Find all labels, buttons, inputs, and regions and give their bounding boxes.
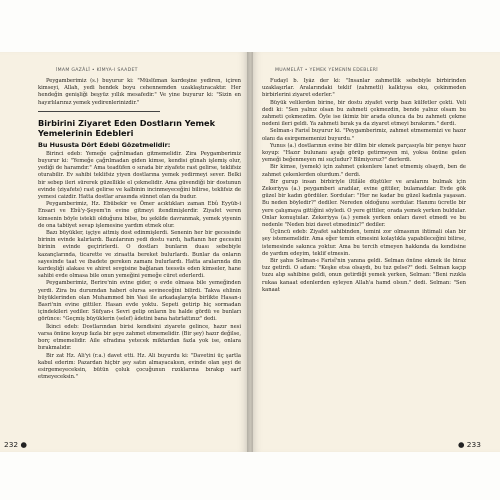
left-column: [38, 78, 241, 381]
body-paragraph: Peygamberimiz, Hz. Ebübekir ve Ömer acıktıkları zaman Ebû Eyyüb-i Ensari ve Ebû'y-Şeyem'in evine gitmeyi itendimişlerdir. Ziyafet veren kimsenin böyle istekli olduğunu bilse, bu şekilde davranmak, yemek yiyenin de ona tabiiyet sevap işlemesine yardım etmek olur.: [38, 201, 241, 229]
body-paragraph: Üçüncü edeb: Ziyafet sahibinden, temini zor olmasının ihtimali olan bir şey istememelidir. Ama eğer temin etmesini kolaylıkla yapabileceğini bilirse, istemesinde sakınca yoktur. Ama bu tercih etmeyen hakkında da kendisine de yardım edeyim, teklif etmesin.: [262, 229, 466, 257]
body-paragraph: Bir gurup insan birbiriyle iltilâle düştüler ve aralarını bulmak için Zekeriyya (a.) peygamberi aradılar, evine gittiler, bulamadılar. Evde gök güzel bir kadın gördüler. Sordular: "Her ne kadar bu güzel kadınla yaşasan. Bu neden böyledir?" dediler. Nereden oldoğunu sordular. Hanımı ücretle bir yere çalışmaya gittiğini söyledi. O yere gittiler, orada yemek yerken buldular. Onlar konuştular. Zekeriyya (a.) yemek yerken onları davet etmedi ve bu nedenle "Neden bizi davet etmediniz?" dediler.: [262, 178, 466, 229]
right-column: [262, 78, 466, 294]
subsection-heading: Bu Hususta Dört Edebi Gözetmelidir:: [38, 140, 171, 149]
body-paragraph: Bir şahıs Selman-ı Farisî'nin yanına geldi. Selman önüne ekmek ile biraz tuz getirdi. O adam: "Keşke etsa olsaydı, bu tuz gelse?" dedi. Selman kaçıp tuzu alıp sahibine geldi, onun getirdiği yemek yerken, Selman: "Beni rızıkla rukaa kanaat edenlerden eyleyen Allah'a hamd olsun." dedi. Selman: "Sen kanaat: [262, 258, 466, 293]
body-paragraph: Yunus (a.) dostlarının evine bir dilim bir ekmek parçasıyla bir penye hazır koyup: "Hazır bulunanı ayağı görüp getirmeyen mi, yoksa önüne gelen yemeği beğenmeyen mi suçludur? Bilmiyoruz?" derlerdi.: [262, 142, 466, 164]
body-paragraph: Selman-ı Farisî buyurur ki. "Peygamberimiz, zahmet etmememizi ve hazır olanı da esirgememenizi buyurdu.": [262, 128, 466, 142]
right-page: [250, 52, 500, 452]
body-paragraph: Bazı büyükler, işçiye aitmiş dost edinmişlerdi. Senenin her bir gecesinde birinin evinde kalırlardı. Bazılarının yedi dostu vardı, haftanın her gecesini birinin evinde geçirirlerdi. O dostları bunların duası sebebiyle kazançlarında, ticarette ve ziraatta bereket bulurlardı. Bunlar da onların sayesinde taat ve ibadete gereken zamanı bulurlardı. Hatta aralarında din kardeşliği alakası ve ahiret sevgisine bağlanan teessüs eden kimseler, hane sahibi evde olmasa bile onun yemeğini yemeğe cüret ederlerdi.: [38, 230, 241, 280]
section-heading: Birbirini Ziyaret Eden Dostların Yemek Yemelerinin Edebleri: [38, 117, 216, 138]
left-page: [0, 52, 250, 452]
intro-paragraph: Peygamberimiz (s.) buyurur ki: "Müslüman kardeşine yediren, içiren kimseyi, Allah, yedi hendek boyu cehennemden uzaklaştıracaktır. Her hendeğin genişliği beşyüz yıllık mesafedir." Ve yine buyurur ki: "Sizin en hayırlılarınız yemek yedirenlerinizdir.": [38, 78, 241, 106]
page-number-left: 232 ●: [4, 440, 27, 449]
body-paragraph: İkinci edeb: Dostlarından birisi kendisini ziyarete gelince, hazır nesi varsa önüne koyup fazla bir şeye zahmet etmemelidir. (Bir şey) hazır değilse, borç etmemelidir. Aile efradına yetecek miktardan fazla yok ise, onlara bırakmalıdır.: [38, 323, 241, 352]
body-paragraph: Bir zat Hz. Ali'yi (r.a.) davet etti. Hz. Ali buyurdu ki: "Davetini üç şartla kabul ederim: Pazardan hiçbir şey satın almayacaksın, evinde olan şeyi de esirgemeyeceksin, bütün çoluk çocuğunun rızıklarına bırakıp sarf etmeyeceksin.": [38, 352, 241, 381]
page-number-right: ● 233: [458, 440, 481, 449]
body-paragraph: Birinci edeb: Yemeğe çağrılmadan gitmemelidir. Zira Peygamberimiz buyurur ki: "Yemeğe çağrılmadan giden kimse, kendisi günah işlemiş olur, yediği de haramdır." Ama teadüfen o sırada bir ziyafete rast gelirse, teklifsiz oturabilir. Ev sahibi teklifsiz yiyen dostlarına yemek yedirmeyi sever. Belki bir sebep ileri sürerek güzellikle el çekmelidir. Ama güvendiği bir dostunun evinde (ziyafete) rast gelirse ve kalbinin incinmeyeceğini bilirse, teklifsiz de yemesi caizdir. Hatta dostlar arasında sünnet olan da budur.: [38, 150, 241, 201]
body-paragraph: Peygamberimiz, Berire'nin evine gider, o evde olmasa bile yemeğinden yerdi. Zira bu durumdan haberi olursa sevineceğini bilirdi. Takva ehlinin büyüklerinden olan Muhammed bin Vasi ile arkadaşlarıyla birlikte Hasan-ı Basri'nin evine gittiler. Hasan evde yoktu. Sepeti getirip hiç sormadan içindekileri yediler. Süfyan-ı Sevri gelip onların bu halde gördü ve bunları görünce: "Geçmiş büyüklerin (selef) âdetini bana hatırlattınız" dedi.: [38, 280, 241, 323]
running-head-right: MUAMELÂT • YEMEK YEMENİN EDEBLERİ: [275, 68, 378, 73]
book-gutter: [247, 52, 253, 452]
body-paragraph: Bir kimse, (yemek) için zahmet çekenlere lanet etmemiş olsaydı, ben de zahmet çekenlerden olurdum." derdi.: [262, 164, 466, 178]
body-paragraph: Büyük velilerden birine, bir dostu ziyafet verip bazı külfetler çekti. Veli dedi ki: "Sen yalnız olsan bu zahmeti çekmezdin, bende yalnız olsam bu zahmeti çekmezdim. Öyle ise ikimiz bir arada olunca da bu zahmeti çekme nedeni ileri geldi. Ya zahmeti bırak ya da ziyaret etmeyi bırakırım." derdi.: [262, 99, 466, 128]
section-rule: [38, 111, 160, 112]
body-paragraph: Fudayl b. İyâz der ki: "İnsanlar zahmetlik sebebiyle birbirinden uzaklaşırlar. Aralarındaki teklif (zahmetli) kalktıysa oku, çekinmeden birbirlerini ziyaret ederler.": [262, 78, 466, 99]
running-head-left: İMAM GAZÂLÎ • KİMYA-I SAADET: [56, 68, 138, 73]
